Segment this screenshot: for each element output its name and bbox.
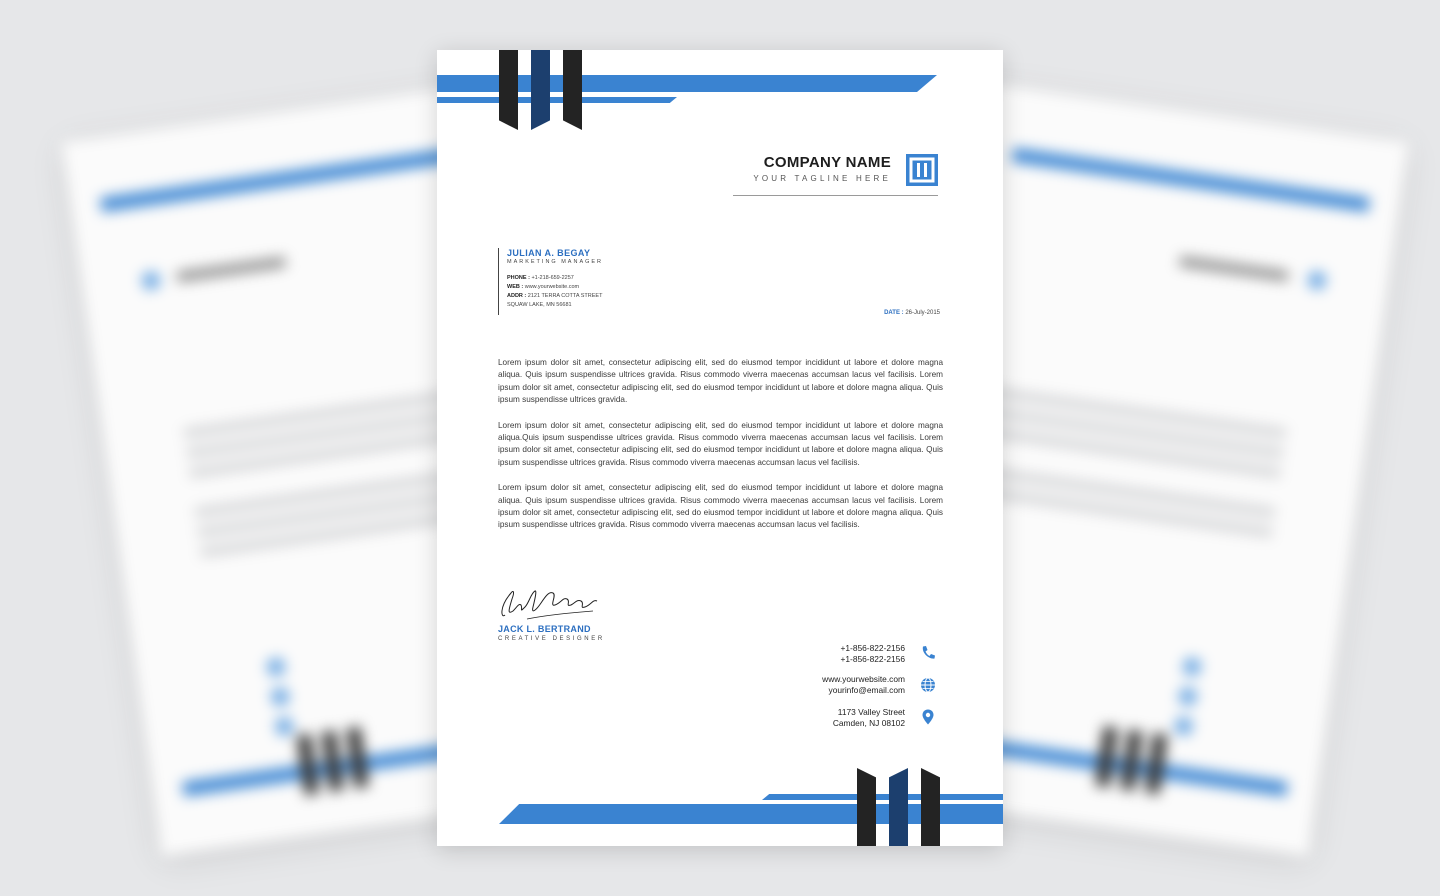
contact-street: 1173 Valley Street [837, 707, 905, 717]
footer-block-2 [889, 768, 908, 846]
body-paragraph-1: Lorem ipsum dolor sit amet, consectetur adipiscing elit, sed do eiusmod tempor incididunt ut labore et dolore magna aliqua. Quis ipsum suspendisse ultrices gravida. Risus commodo viverra maecenas accumsan lacus vel facilisis. Lorem ipsum dolor sit amet, consectetur adipiscing elit, sed do eiusmod tempor incididunt ut labore et dolore magna aliqua. Quis ipsum suspendisse ultrices gravida. [498, 358, 943, 405]
contact-phones [841, 643, 906, 664]
header-block-1 [499, 50, 518, 130]
location-pin-icon [920, 709, 936, 725]
phone-icon [920, 645, 936, 661]
recipient-name: JULIAN A. BEGAY [507, 248, 591, 258]
footer-thin-bar [762, 794, 1003, 800]
footer-block-1 [857, 768, 876, 846]
contact-website: www.yourwebsite.com [822, 674, 905, 684]
company-divider [733, 195, 938, 196]
contact-email: yourinfo@email.com [828, 684, 905, 695]
handwritten-signature [497, 585, 607, 625]
header-block-3 [563, 50, 582, 130]
company-name: COMPANY NAME [763, 154, 891, 171]
letterhead-sheet [437, 50, 1003, 846]
body-paragraph-2: Lorem ipsum dolor sit amet, consectetur adipiscing elit, sed do eiusmod tempor incididunt ut labore et dolore magna aliqua.Quis ipsum suspendisse ultrices gravida. Risus commodo viverra maecenas accumsan lacus vel facilisis. Lorem ipsum dolor sit amet, consectetur adipiscing elit, sed do eiusmod tempor incididunt ut labore et dolore magna aliqua. Quis ipsum suspendisse ultrices gravida. Risus commodo viverra maecenas accumsan lacus vel facilisis. [498, 420, 943, 467]
recipient-address-line2: SQUAW LAKE, MN 56681 [507, 302, 572, 308]
signer-title: CREATIVE DESIGNER [498, 636, 605, 642]
contact-phone-2: +1-856-822-2156 [840, 653, 905, 664]
contact-web-email [822, 674, 905, 695]
recipient-block [498, 248, 603, 315]
globe-icon [920, 677, 936, 693]
signer-name: JACK L. BERTRAND [498, 624, 591, 634]
recipient-web: WEB : www.yourwebsite.com [507, 284, 580, 290]
recipient-title: MARKETING MANAGER [507, 259, 604, 265]
header-block-2 [531, 50, 550, 130]
letter-body [498, 357, 943, 545]
footer-block-3 [921, 768, 940, 846]
body-paragraph-3: Lorem ipsum dolor sit amet, consectetur adipiscing elit, sed do eiusmod tempor incididunt ut labore et dolore magna aliqua. Quis ipsum suspendisse ultrices gravida. Risus commodo viverra maecenas accumsan lacus vel facilisis. Lorem ipsum dolor sit amet, consectetur adipiscing elit, sed do eiusmod tempor incididunt ut labore et dolore magna aliqua. Quis ipsum suspendisse ultrices gravida. Risus commodo viverra maecenas accumsan lacus vel facilisis. [498, 483, 943, 530]
header-thin-bar [437, 97, 677, 103]
letter-date: DATE : 26-July-2015 [884, 310, 940, 316]
recipient-address: ADDR : 2121 TERRA COTTA STREET [507, 293, 603, 299]
company-tagline: YOUR TAGLINE HERE [753, 174, 891, 183]
company-block [753, 154, 891, 183]
company-logo-icon [906, 154, 938, 186]
contact-address [833, 707, 905, 728]
contact-city: Camden, NJ 08102 [832, 717, 905, 728]
contact-phone-1: +1-856-822-2156 [840, 643, 905, 653]
recipient-phone: PHONE : +1-218-659-2257 [507, 275, 574, 281]
